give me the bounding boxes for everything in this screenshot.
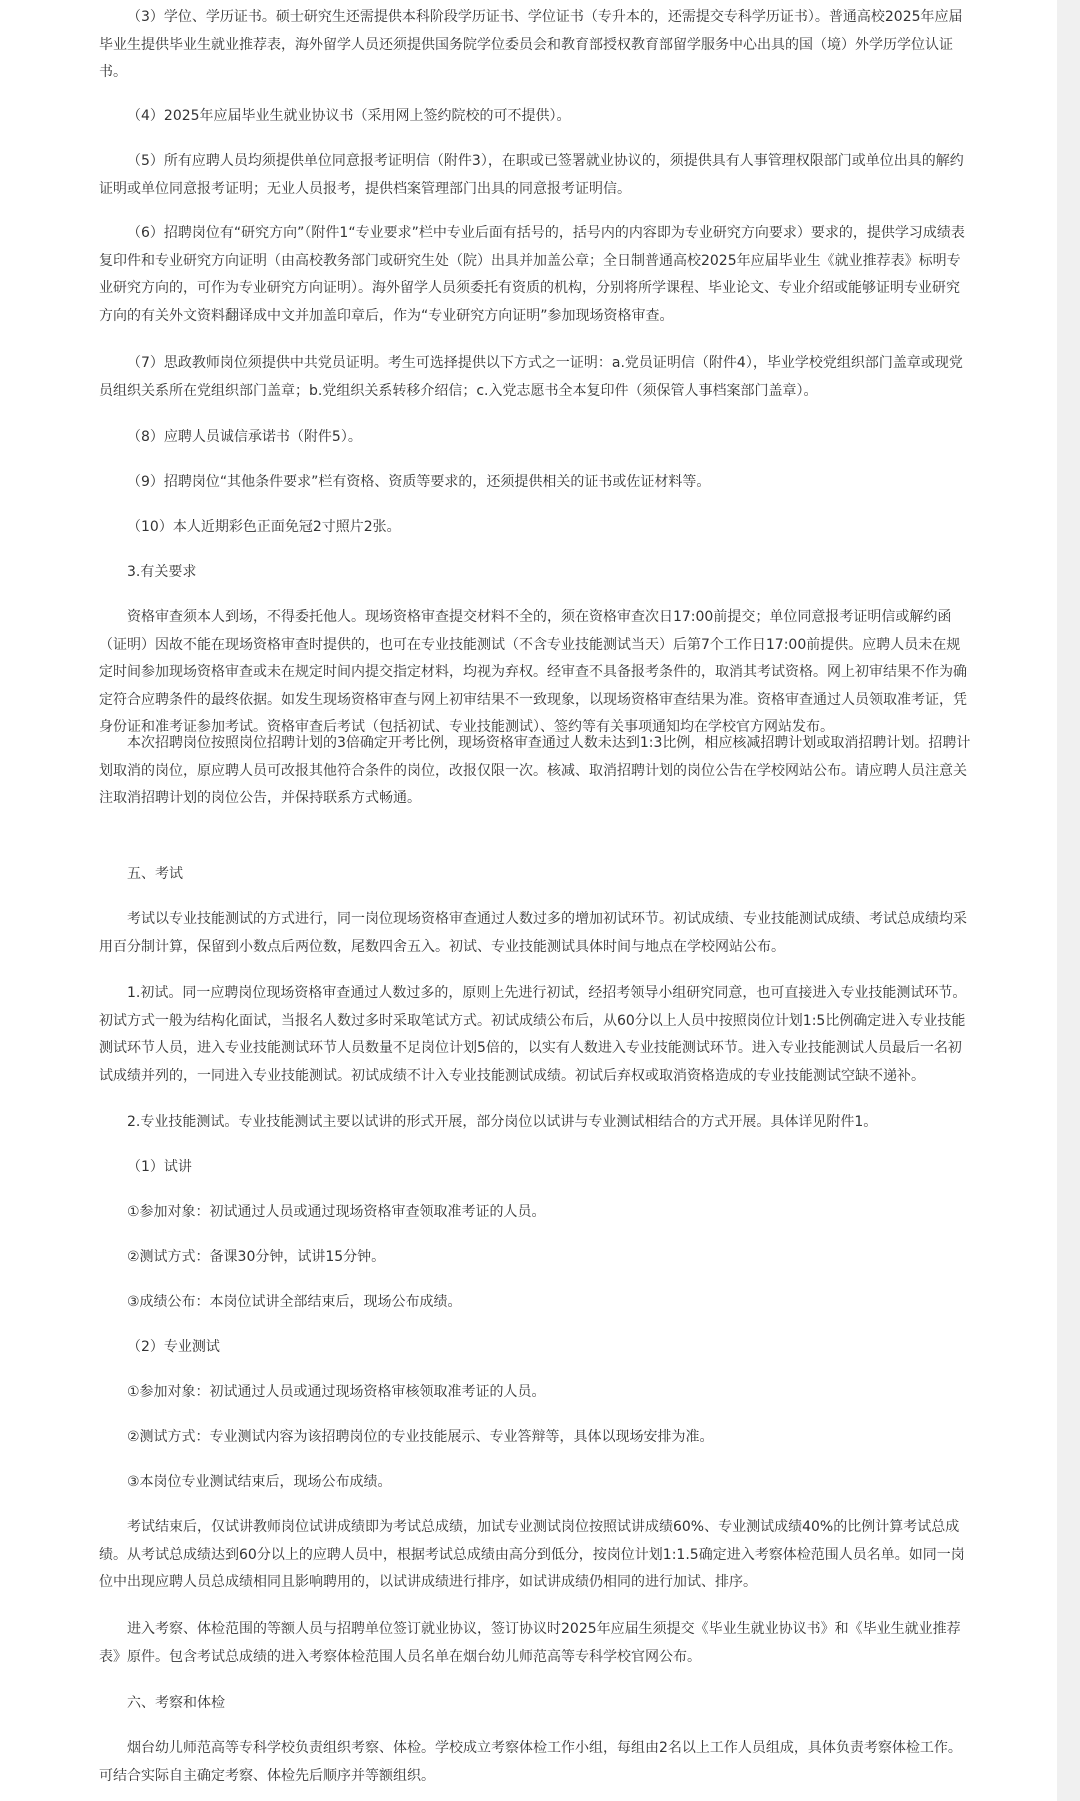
paragraph-qualification-review: 资格审查须本人到场，不得委托他人。现场资格审查提交材料不全的，须在资格审查次日17:00前提交；单位同意报考证明信或解约函（证明）因故不能在现场资格审查时提供的，也可在专业技能测试（不含专业技能测试当天）后第7个工作日17:00前提供。应聘人员未在规定时间参加现场资格审查或未在规定时间内提交指定材料，均视为弃权。经审查不具备报考条件的，取消其考试资格。网上初审结果不作为确定符合应聘条件的最终依据。如发生现场资格审查与网上初审结果不一致现象，以现场资格审查结果为准。资格审查通过人员领取准考证，凭身份证和准考证参加考试。资格审查后考试（包括初试、专业技能测试）、签约等有关事项通知均在学校官方网站发布。 (99, 609, 967, 736)
paragraph-inspection-organization: 烟台幼儿师范高等专科学校负责组织考察、体检。学校成立考察体检工作小组，每组由2名以上工作人员组成，具体负责考察体检工作。可结合实际自主确定考察、体检先后顺序并等额组织。 (99, 1740, 962, 1784)
paragraph-consent-letter: （5）所有应聘人员均须提供单位同意报考证明信（附件3），在职或已签署就业协议的，须提供具有人事管理权限部门或单位出具的解约证明或单位同意报考证明；无业人员报考，提供档案管理部门出具的同意报考证明信。 (99, 153, 964, 197)
item-lecture-results: ③成绩公布：本岗位试讲全部结束后，现场公布成绩。 (127, 1294, 462, 1310)
paragraph-research-direction: （6）招聘岗位有“研究方向”（附件1“专业要求”栏中专业后面有括号的，括号内的内容即为专业研究方向要求）要求的，提供学习成绩表复印件和专业研究方向证明（由高校教务部门或研究生处（院）出具并加盖公章；全日制普通高校2025年应届毕业生《就业推荐表》标明专业研究方向的，可作为专业研究方向证明）。海外留学人员须委托有资质的机构，分别将所学课程、毕业论文、专业介绍或能够证明专业研究方向的有关外文资料翻译成中文并加盖印章后，作为“专业研究方向证明”参加现场资格审查。 (99, 225, 965, 324)
item-test-participants: ①参加对象：初试通过人员或通过现场资格审核领取准考证的人员。 (127, 1384, 546, 1400)
paragraph-exam-overview: 考试以专业技能测试的方式进行，同一岗位现场资格审查通过人数过多的增加初试环节。初试成绩、专业技能测试成绩、考试总成绩均采用百分制计算，保留到小数点后两位数，尾数四舍五入。初试、专业技能测试具体时间与地点在学校网站公布。 (99, 911, 967, 955)
paragraph-photos: （10）本人近期彩色正面免冠2寸照片2张。 (127, 519, 401, 535)
paragraph-integrity-pledge: （8）应聘人员诚信承诺书（附件5）。 (127, 429, 362, 445)
scrollbar-track[interactable] (1057, 0, 1080, 1801)
paragraph-preliminary-exam: 1.初试。同一应聘岗位现场资格审查通过人数过多的，原则上先进行初试，经招考领导小组研究同意，也可直接进入专业技能测试环节。初试方式一般为结构化面试，当报名人数过多时采取笔试方式。初试成绩公布后，从60分以上人员中按照岗位计划1:5比例确定进入专业技能测试环节人员，进入专业技能测试环节人员数量不足岗位计划5倍的，以实有人数进入专业技能测试环节。进入专业技能测试人员最后一名初试成绩并列的，一同进入专业技能测试。初试成绩不计入专业技能测试成绩。初试后弃权或取消资格造成的专业技能测试空缺不递补。 (99, 985, 967, 1084)
item-lecture-participants: ①参加对象：初试通过人员或通过现场资格审查领取准考证的人员。 (127, 1204, 546, 1220)
heading-professional-test: （2）专业测试 (127, 1339, 220, 1355)
paragraph-skills-test: 2.专业技能测试。专业技能测试主要以试讲的形式开展，部分岗位以试讲与专业测试相结合的方式开展。具体详见附件1。 (127, 1114, 878, 1130)
item-test-results: ③本岗位专业测试结束后，现场公布成绩。 (127, 1474, 392, 1490)
heading-section-exam: 五、考试 (127, 866, 183, 882)
heading-trial-lecture: （1）试讲 (127, 1159, 192, 1175)
item-test-method: ②测试方式：专业测试内容为该招聘岗位的专业技能展示、专业答辩等，具体以现场安排为准。 (127, 1429, 714, 1445)
paragraph-exam-ratio: 本次招聘岗位按照岗位招聘计划的3倍确定开考比例，现场资格审查通过人数未达到1:3比例，相应核减招聘计划或取消招聘计划。招聘计划取消的岗位，原应聘人员可改报其他符合条件的岗位，改报仅限一次。核减、取消招聘计划的岗位公告在学校网站公布。请应聘人员注意关注取消招聘计划的岗位公告，并保持联系方式畅通。 (99, 735, 971, 807)
paragraph-total-score: 考试结束后，仅试讲教师岗位试讲成绩即为考试总成绩，加试专业测试岗位按照试讲成绩60%、专业测试成绩40%的比例计算考试总成绩。从考试总成绩达到60分以上的应聘人员中，根据考试总成绩由高分到低分，按岗位计划1:1.5确定进入考察体检范围人员名单。如同一岗位中出现应聘人员总成绩相同且影响聘用的，以试讲成绩进行排序，如试讲成绩仍相同的进行加试、排序。 (99, 1519, 965, 1591)
paragraph-employment-agreement: （4）2025年应届毕业生就业协议书（采用网上签约院校的可不提供）。 (127, 108, 571, 124)
paragraph-party-member-proof: （7）思政教师岗位须提供中共党员证明。考生可选择提供以下方式之一证明：a.党员证明信（附件4），毕业学校党组织部门盖章或现党员组织关系所在党组织部门盖章；b.党组织关系转移介绍信；c.入党志愿书全本复印件（须保管人事档案部门盖章）。 (99, 355, 963, 399)
item-lecture-method: ②测试方式：备课30分钟，试讲15分钟。 (127, 1249, 386, 1265)
paragraph-agreement-signing: 进入考察、体检范围的等额人员与招聘单位签订就业协议，签订协议时2025年应届生须提交《毕业生就业协议书》和《毕业生就业推荐表》原件。包含考试总成绩的进入考察体检范围人员名单在烟台幼儿师范高等专科学校官网公布。 (99, 1621, 961, 1665)
heading-related-requirements: 3.有关要求 (127, 564, 197, 580)
paragraph-degree-certificates: （3）学位、学历证书。硕士研究生还需提供本科阶段学历证书、学位证书（专升本的，还需提交专科学历证书）。普通高校2025年应届毕业生提供毕业生就业推荐表，海外留学人员还须提供国务院学位委员会和教育部授权教育部留学服务中心出具的国（境）外学历学位认证书。 (99, 9, 963, 81)
heading-section-inspection: 六、考察和体检 (127, 1695, 225, 1711)
paragraph-other-requirements: （9）招聘岗位“其他条件要求”栏有资格、资质等要求的，还须提供相关的证书或佐证材料等。 (127, 474, 711, 490)
